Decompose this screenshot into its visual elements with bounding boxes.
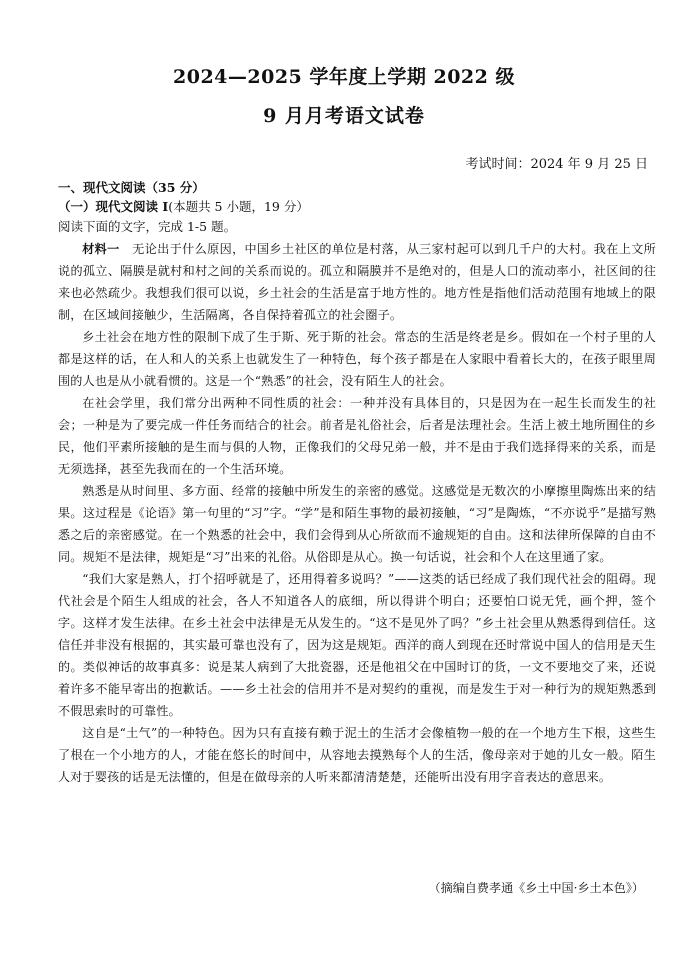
passage-paragraph-2: 乡土社会在地方性的限制下成了生于斯、死于斯的社会。常态的生活是终老是乡。假如在一个村子里的人都是这样的话，在人和人的关系上也就发生了一种特色，每个孩子都是在人家眼中看着长大的，在孩子眼里周围的人也是从小就看惯的。这是一个“熟悉”的社会，没有陌生人的社会。 [58, 330, 656, 388]
passage-paragraph-1 [58, 238, 656, 326]
sub-section-title: （一）现代文阅读 I [58, 199, 169, 214]
passage-paragraph-3: 在社会学里，我们常分出两种不同性质的社会：一种并没有具体目的，只是因为在一起生长而发生的社会；一种是为了要完成一件任务而结合的社会。前者是礼俗社会，后者是法理社会。生活上被土地所囿住的乡民，他们平素所接触的是生而与俱的人物，正像我们的父母兄弟一般，并不是由于我们选择得来的关系，而是无须选择，甚至先我而在的一个生活环境。 [58, 396, 656, 476]
sub-section-note: (本题共 5 小题，19 分） [168, 199, 309, 214]
exam-time: 考试时间：2024 年 9 月 25 日 [465, 157, 648, 172]
passage-paragraph-6: 这自是“土气”的一种特色。因为只有直接有赖于泥土的生活才会像植物一般的在一个地方生下根，这些生了根在一个小地方的人，才能在悠长的时间中，从容地去摸熟每个人的生活，像母亲对于她的儿女一般。陌生人对于婴孩的话是无法懂的，但是在做母亲的人听来都清清楚楚，还能听出没有用字音表达的意思来。 [58, 726, 656, 784]
passage-paragraph-4: 熟悉是从时间里、多方面、经常的接触中所发生的亲密的感觉。这感觉是无数次的小摩擦里陶炼出来的结果。这过程是《论语》第一句里的“习”字。“学”是和陌生事物的最初接触，“习”是陶炼，“不亦说乎”是描写熟悉之后的亲密感觉。在一个熟悉的社会中，我们会得到从心所欲而不逾规矩的自由。这和法律所保障的自由不同。规矩不是法律，规矩是“习”出来的礼俗。从俗即是从心。换一句话说，社会和个人在这里通了家。 [58, 484, 656, 564]
section-heading: 一、现代文阅读（35 分） [58, 180, 205, 195]
passage-paragraph-5: “我们大家是熟人，打个招呼就是了，还用得着多说吗？”——这类的话已经成了我们现代社会的阻碍。现代社会是个陌生人组成的社会，各人不知道各人的底细，所以得讲个明白；还要怕口说无凭，画个押，签个字。这样才发生法律。在乡土社会中法律是无从发生的。“这不是见外了吗？”乡土社会里从熟悉得到信任。这信任并非没有根据的，其实最可靠也没有了，因为这是规矩。西洋的商人到现在还时常说中国人的信用是天生的。类似神话的故事真多：说是某人病到了大批瓷器，还是他祖父在中国时订的货，一文不要地交了来，还说着许多不能早寄出的抱歉话。——乡土社会的信用并不是对契约的重视，而是发生于对一种行为的规矩熟悉到不假思索时的可靠性。 [58, 572, 656, 718]
reading-passage [58, 238, 656, 788]
exam-title-line2: 9 月月考语文试卷 [263, 105, 425, 127]
reading-instruction: 阅读下面的文字，完成 1-5 题。 [58, 219, 237, 234]
sub-section-heading [58, 197, 309, 215]
paragraph-text: 无论出于什么原因，中国乡土社区的单位是村落，从三家村起可以到几千户的大村。我在上文所说的孤立、隔膜是就村和村之间的关系而说的。孤立和隔膜并不是绝对的，但是人口的流动率小，社区间的往来也必然疏少。我想我们很可以说，乡土社会的生活是富于地方性的。地方性是指他们活动范围有地域上的限制，在区域间接触少，生活隔离，各自保持着孤立的社会圈子。 [58, 242, 656, 322]
exam-title-line1: 2024—2025 学年度上学期 2022 级 [173, 66, 515, 88]
passage-source: （摘编自费孝通《乡土中国·乡土本色》） [428, 881, 644, 895]
material-label: 材料一 [82, 242, 120, 256]
